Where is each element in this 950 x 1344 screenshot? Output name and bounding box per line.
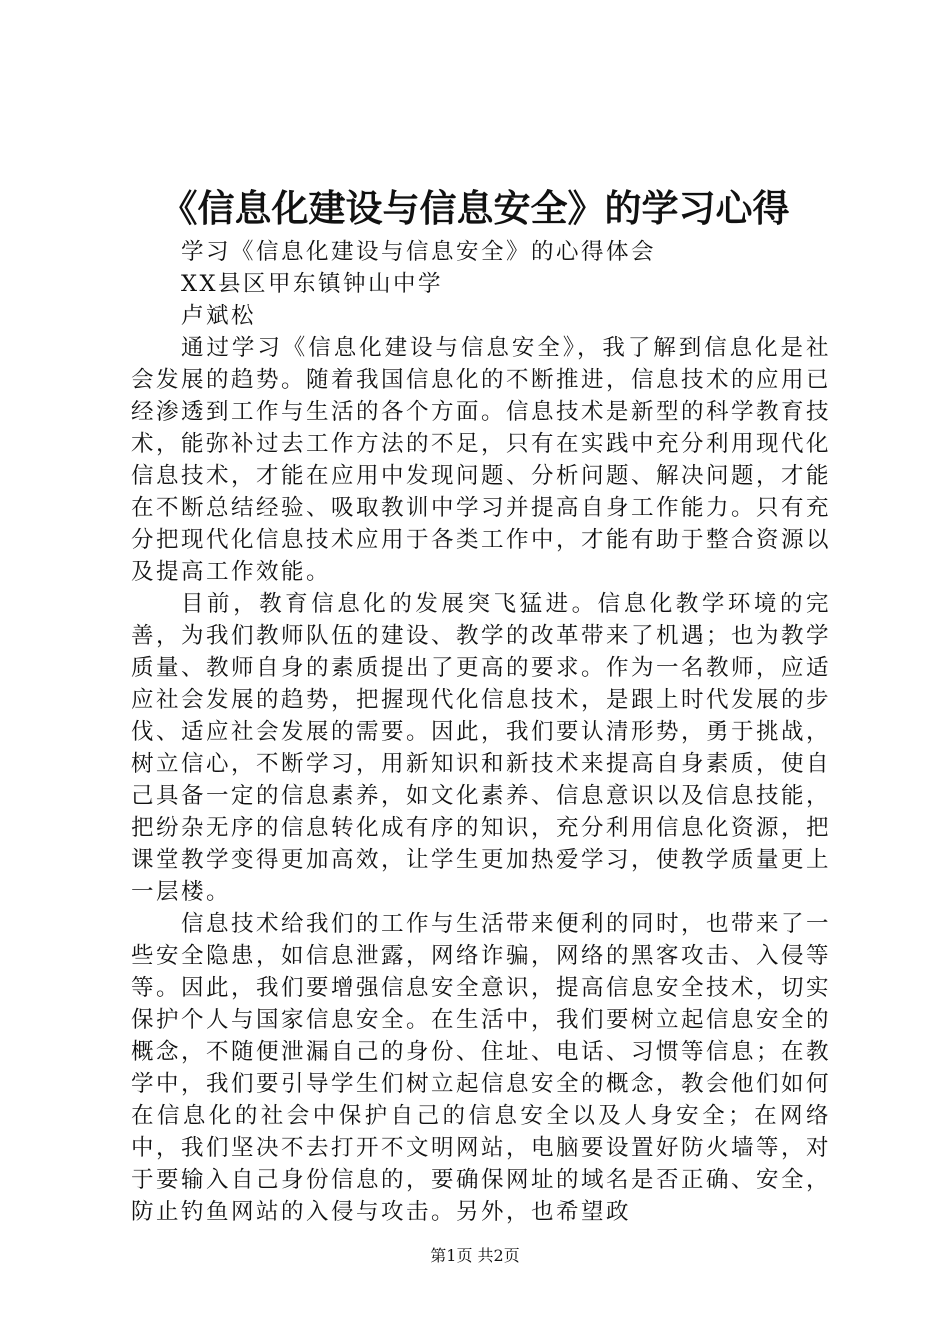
- paragraph-3: 信息技术给我们的工作与生活带来便利的同时，也带来了一些安全隐患，如信息泄露，网络诈骗，网络的黑客攻击、入侵等等。因此，我们要增强信息安全意识，提高信息安全技术，切实保护个人与国家信息安全。在生活中，我们要树立起信息安全的概念，不随便泄漏自己的身份、住址、电话、习惯等信息；在教学中，我们要引导学生们树立起信息安全的概念，教会他们如何在信息化的社会中保护自己的信息安全以及人身安全；在网络中，我们坚决不去打开不文明网站，电脑要设置好防火墙等，对于要输入自己身份信息的，要确保网址的域名是否正确、安全，防止钓鱼网站的入侵与攻击。另外，也希望政: [131, 911, 832, 1225]
- document-title: 《信息化建设与信息安全》的学习心得: [160, 187, 790, 230]
- paragraph-1: 通过学习《信息化建设与信息安全》，我了解到信息化是社会发展的趋势。随着我国信息化的不断推进，信息技术的应用已经渗透到工作与生活的各个方面。信息技术是新型的科学教育技术，能弥补过去工作方法的不足，只有在实践中充分利用现代化信息技术，才能在应用中发现问题、分析问题、解决问题，才能在不断总结经验、吸取教训中学习并提高自身工作能力。只有充分把现代化信息技术应用于各类工作中，才能有助于整合资源以及提高工作效能。: [131, 335, 832, 585]
- document-body: [131, 236, 831, 1228]
- school-name: XX县区甲东镇钟山中学: [181, 271, 444, 297]
- author-name: 卢斌松: [181, 303, 257, 329]
- document-subtitle: 学习《信息化建设与信息安全》的心得体会: [181, 239, 657, 265]
- page-number-footer: 第1页 共2页: [430, 1246, 520, 1265]
- paragraph-2: 目前，教育信息化的发展突飞猛进。信息化教学环境的完善，为我们教师队伍的建设、教学的改革带来了机遇；也为教学质量、教师自身的素质提出了更高的要求。作为一名教师，应适应社会发展的趋势，把握现代化信息技术，是跟上时代发展的步伐、适应社会发展的需要。因此，我们要认清形势，勇于挑战，树立信心，不断学习，用新知识和新技术来提高自身素质，使自己具备一定的信息素养，如文化素养、信息意识以及信息技能，把纷杂无序的信息转化成有序的知识，充分利用信息化资源，把课堂教学变得更加高效，让学生更加热爱学习，使教学质量更上一层楼。: [131, 591, 832, 905]
